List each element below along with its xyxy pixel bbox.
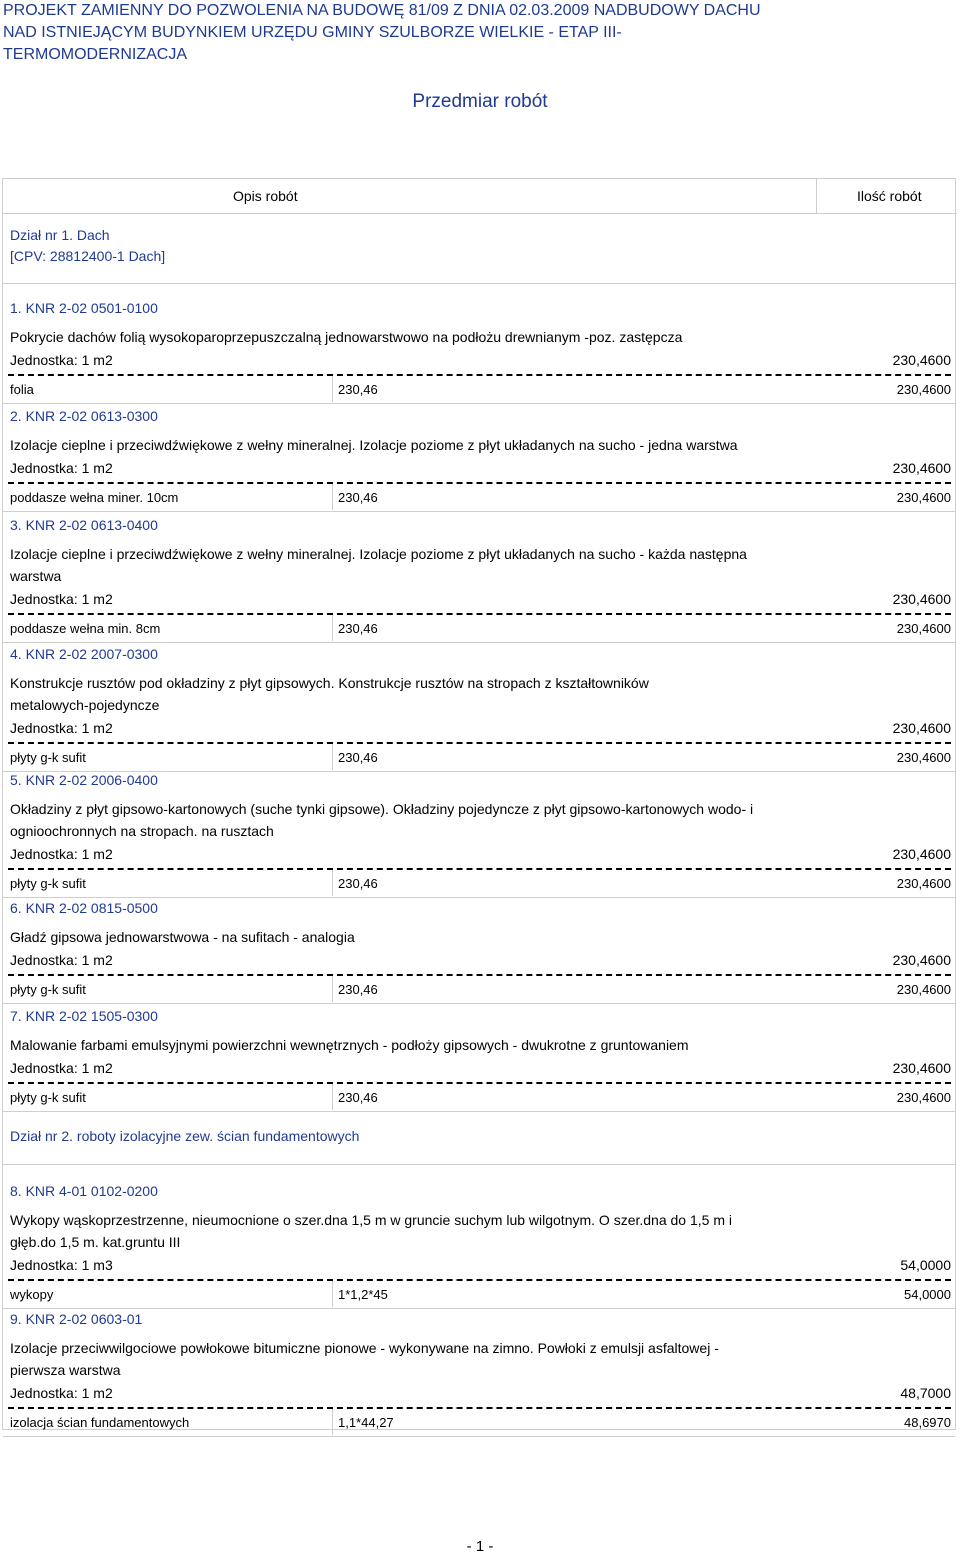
column-header-description-label: Opis robót bbox=[233, 188, 298, 204]
calc-row-name: wykopy bbox=[10, 1287, 54, 1302]
dashed-separator bbox=[8, 974, 951, 976]
calc-row-divider bbox=[332, 870, 333, 896]
row-divider bbox=[3, 1111, 955, 1112]
column-header-quantity bbox=[816, 179, 957, 214]
item-unit: Jednostka: 1 m2 bbox=[10, 1060, 113, 1076]
calc-row-formula: 230,46 bbox=[338, 382, 378, 397]
item-unit: Jednostka: 1 m2 bbox=[10, 460, 113, 476]
item-unit: Jednostka: 1 m2 bbox=[10, 846, 113, 862]
section-divider bbox=[3, 1164, 955, 1165]
item-description-line-1: Konstrukcje rusztów pod okładziny z płyt gipsowych. Konstrukcje rusztów na stropach z kształtowników bbox=[10, 675, 649, 691]
item-code: 6. KNR 2-02 0815-0500 bbox=[10, 900, 158, 916]
dashed-separator bbox=[8, 374, 951, 376]
item-unit: Jednostka: 1 m3 bbox=[10, 1257, 113, 1273]
calc-row-divider bbox=[332, 1084, 333, 1110]
item-description bbox=[10, 326, 949, 348]
item-description bbox=[10, 798, 949, 842]
item-quantity: 230,4600 bbox=[892, 846, 951, 862]
item-description-line-2: głęb.do 1,5 m. kat.gruntu III bbox=[10, 1234, 181, 1250]
calc-row-formula: 230,46 bbox=[338, 982, 378, 997]
item-quantity: 230,4600 bbox=[892, 352, 951, 368]
item-description-line-2: pierwsza warstwa bbox=[10, 1362, 121, 1378]
item-unit: Jednostka: 1 m2 bbox=[10, 352, 113, 368]
row-divider bbox=[3, 897, 955, 898]
project-header-line-1: PROJEKT ZAMIENNY DO POZWOLENIA NA BUDOWĘ 81/09 Z DNIA 02.03.2009 NADBUDOWY DACHU bbox=[3, 2, 761, 19]
calc-row-formula: 1*1,2*45 bbox=[338, 1287, 388, 1302]
dashed-separator bbox=[8, 1082, 951, 1084]
calc-row-divider bbox=[332, 976, 333, 1002]
calc-row-name: płyty g-k sufit bbox=[10, 1090, 86, 1105]
calc-row-quantity: 230,4600 bbox=[896, 621, 951, 636]
section-1-header bbox=[10, 225, 165, 267]
dashed-separator bbox=[8, 613, 951, 615]
project-header bbox=[3, 0, 955, 66]
calc-row-divider bbox=[332, 615, 333, 641]
bill-of-quantities-table bbox=[2, 178, 956, 1430]
document-title: Przedmiar robót bbox=[412, 91, 548, 112]
section-1-cpv: [CPV: 28812400-1 Dach] bbox=[10, 248, 166, 264]
calc-row-divider bbox=[332, 744, 333, 770]
row-divider bbox=[3, 1003, 955, 1004]
calc-row-formula: 230,46 bbox=[338, 1090, 378, 1105]
item-description-line-1: Izolacje cieplne i przeciwdźwiękowe z wełny mineralnej. Izolacje poziome z płyt układanych na sucho - jedna warstwa bbox=[10, 437, 738, 453]
calc-row-divider bbox=[332, 1409, 333, 1435]
column-divider bbox=[816, 179, 817, 213]
calc-row-formula: 230,46 bbox=[338, 876, 378, 891]
calc-row-name: płyty g-k sufit bbox=[10, 876, 86, 891]
calc-row-quantity: 230,4600 bbox=[896, 982, 951, 997]
item-description-line-1: Izolacje przeciwwilgociowe powłokowe bitumiczne pionowe - wykonywane na zimno. Powłoki z emulsji asfaltowej - bbox=[10, 1340, 719, 1356]
item-description bbox=[10, 672, 949, 716]
item-unit: Jednostka: 1 m2 bbox=[10, 591, 113, 607]
item-description-line-1: Malowanie farbami emulsyjnymi powierzchni wewnętrznych - podłoży gipsowych - dwukrotne z gruntowaniem bbox=[10, 1037, 689, 1053]
row-divider bbox=[3, 511, 955, 512]
dashed-separator bbox=[8, 1279, 951, 1281]
item-code: 7. KNR 2-02 1505-0300 bbox=[10, 1008, 158, 1024]
dashed-separator bbox=[8, 868, 951, 870]
item-quantity: 230,4600 bbox=[892, 720, 951, 736]
item-quantity: 230,4600 bbox=[892, 591, 951, 607]
item-description-line-2: warstwa bbox=[10, 568, 62, 584]
row-divider bbox=[3, 1436, 955, 1437]
column-header-description bbox=[3, 179, 816, 214]
calc-row-quantity: 230,4600 bbox=[896, 490, 951, 505]
item-quantity: 230,4600 bbox=[892, 952, 951, 968]
item-description-line-1: Okładziny z płyt gipsowo-kartonowych (suche tynki gipsowe). Okładziny pojedyncze z płyt gipsowo-kartonowych wodo- i bbox=[10, 801, 754, 817]
calc-row-quantity: 230,4600 bbox=[896, 382, 951, 397]
page-number: - 1 - bbox=[466, 1538, 494, 1555]
item-unit: Jednostka: 1 m2 bbox=[10, 952, 113, 968]
column-header-quantity-label: Ilość robót bbox=[857, 188, 922, 204]
item-code: 1. KNR 2-02 0501-0100 bbox=[10, 300, 158, 316]
section-1-title: Dział nr 1. Dach bbox=[10, 227, 110, 243]
item-unit: Jednostka: 1 m2 bbox=[10, 1385, 113, 1401]
item-description bbox=[10, 543, 949, 587]
calc-row-quantity: 230,4600 bbox=[896, 1090, 951, 1105]
row-divider bbox=[3, 642, 955, 643]
item-code: 8. KNR 4-01 0102-0200 bbox=[10, 1183, 158, 1199]
row-divider bbox=[3, 1308, 955, 1309]
item-description-line-1: Gładź gipsowa jednowarstwowa - na sufitach - analogia bbox=[10, 929, 355, 945]
item-code: 2. KNR 2-02 0613-0300 bbox=[10, 408, 158, 424]
row-divider bbox=[3, 403, 955, 404]
calc-row-name: folia bbox=[10, 382, 34, 397]
calc-row-quantity: 230,4600 bbox=[896, 750, 951, 765]
calc-row-formula: 230,46 bbox=[338, 490, 378, 505]
item-code: 4. KNR 2-02 2007-0300 bbox=[10, 646, 158, 662]
calc-row-divider bbox=[332, 376, 333, 402]
item-description bbox=[10, 926, 949, 948]
dashed-separator bbox=[8, 1407, 951, 1409]
item-description bbox=[10, 1209, 949, 1253]
calc-row-quantity: 230,4600 bbox=[896, 876, 951, 891]
item-quantity: 230,4600 bbox=[892, 1060, 951, 1076]
item-code: 3. KNR 2-02 0613-0400 bbox=[10, 517, 158, 533]
item-description-line-1: Wykopy wąskoprzestrzenne, nieumocnione o szer.dna 1,5 m w gruncie suchym lub wilgotnym. O szer.dna do 1,5 m i bbox=[10, 1212, 732, 1228]
calc-row-divider bbox=[332, 1281, 333, 1307]
item-description-line-1: Pokrycie dachów folią wysokoparoprzepuszczalną jednowarstwowo na podłożu drewnianym -poz. zastępcza bbox=[10, 329, 683, 345]
calc-row-quantity: 48,6970 bbox=[904, 1415, 951, 1430]
calc-row-name: poddasze wełna miner. 10cm bbox=[10, 490, 179, 505]
item-quantity: 230,4600 bbox=[892, 460, 951, 476]
item-description-line-1: Izolacje cieplne i przeciwdźwiękowe z wełny mineralnej. Izolacje poziome z płyt układanych na sucho - każda następna bbox=[10, 546, 747, 562]
item-code: 9. KNR 2-02 0603-01 bbox=[10, 1311, 143, 1327]
calc-row-name: poddasze wełna min. 8cm bbox=[10, 621, 161, 636]
calc-row-formula: 230,46 bbox=[338, 621, 378, 636]
calc-row-divider bbox=[332, 484, 333, 510]
item-quantity: 48,7000 bbox=[900, 1385, 951, 1401]
dashed-separator bbox=[8, 482, 951, 484]
calc-row-formula: 230,46 bbox=[338, 750, 378, 765]
calc-row-name: płyty g-k sufit bbox=[10, 982, 86, 997]
calc-row-name: płyty g-k sufit bbox=[10, 750, 86, 765]
calc-row-name: izolacja ścian fundamentowych bbox=[10, 1415, 190, 1430]
dashed-separator bbox=[8, 742, 951, 744]
item-code: 5. KNR 2-02 2006-0400 bbox=[10, 772, 158, 788]
project-header-line-3: TERMOMODERNIZACJA bbox=[3, 46, 187, 63]
item-description bbox=[10, 434, 949, 456]
item-quantity: 54,0000 bbox=[900, 1257, 951, 1273]
calc-row-quantity: 54,0000 bbox=[904, 1287, 951, 1302]
item-description-line-2: metalowych-pojedyncze bbox=[10, 697, 160, 713]
project-header-line-2: NAD ISTNIEJĄCYM BUDYNKIEM URZĘDU GMINY SZULBORZE WIELKIE - ETAP III- bbox=[3, 24, 622, 41]
calc-row-formula: 1,1*44,27 bbox=[338, 1415, 394, 1430]
item-description-line-2: ognioochronnych na stropach. na rusztach bbox=[10, 823, 274, 839]
item-description bbox=[10, 1034, 949, 1056]
item-description bbox=[10, 1337, 949, 1381]
item-unit: Jednostka: 1 m2 bbox=[10, 720, 113, 736]
section-divider bbox=[3, 283, 955, 284]
section-2-title: Dział nr 2. roboty izolacyjne zew. ścian fundamentowych bbox=[10, 1128, 360, 1144]
